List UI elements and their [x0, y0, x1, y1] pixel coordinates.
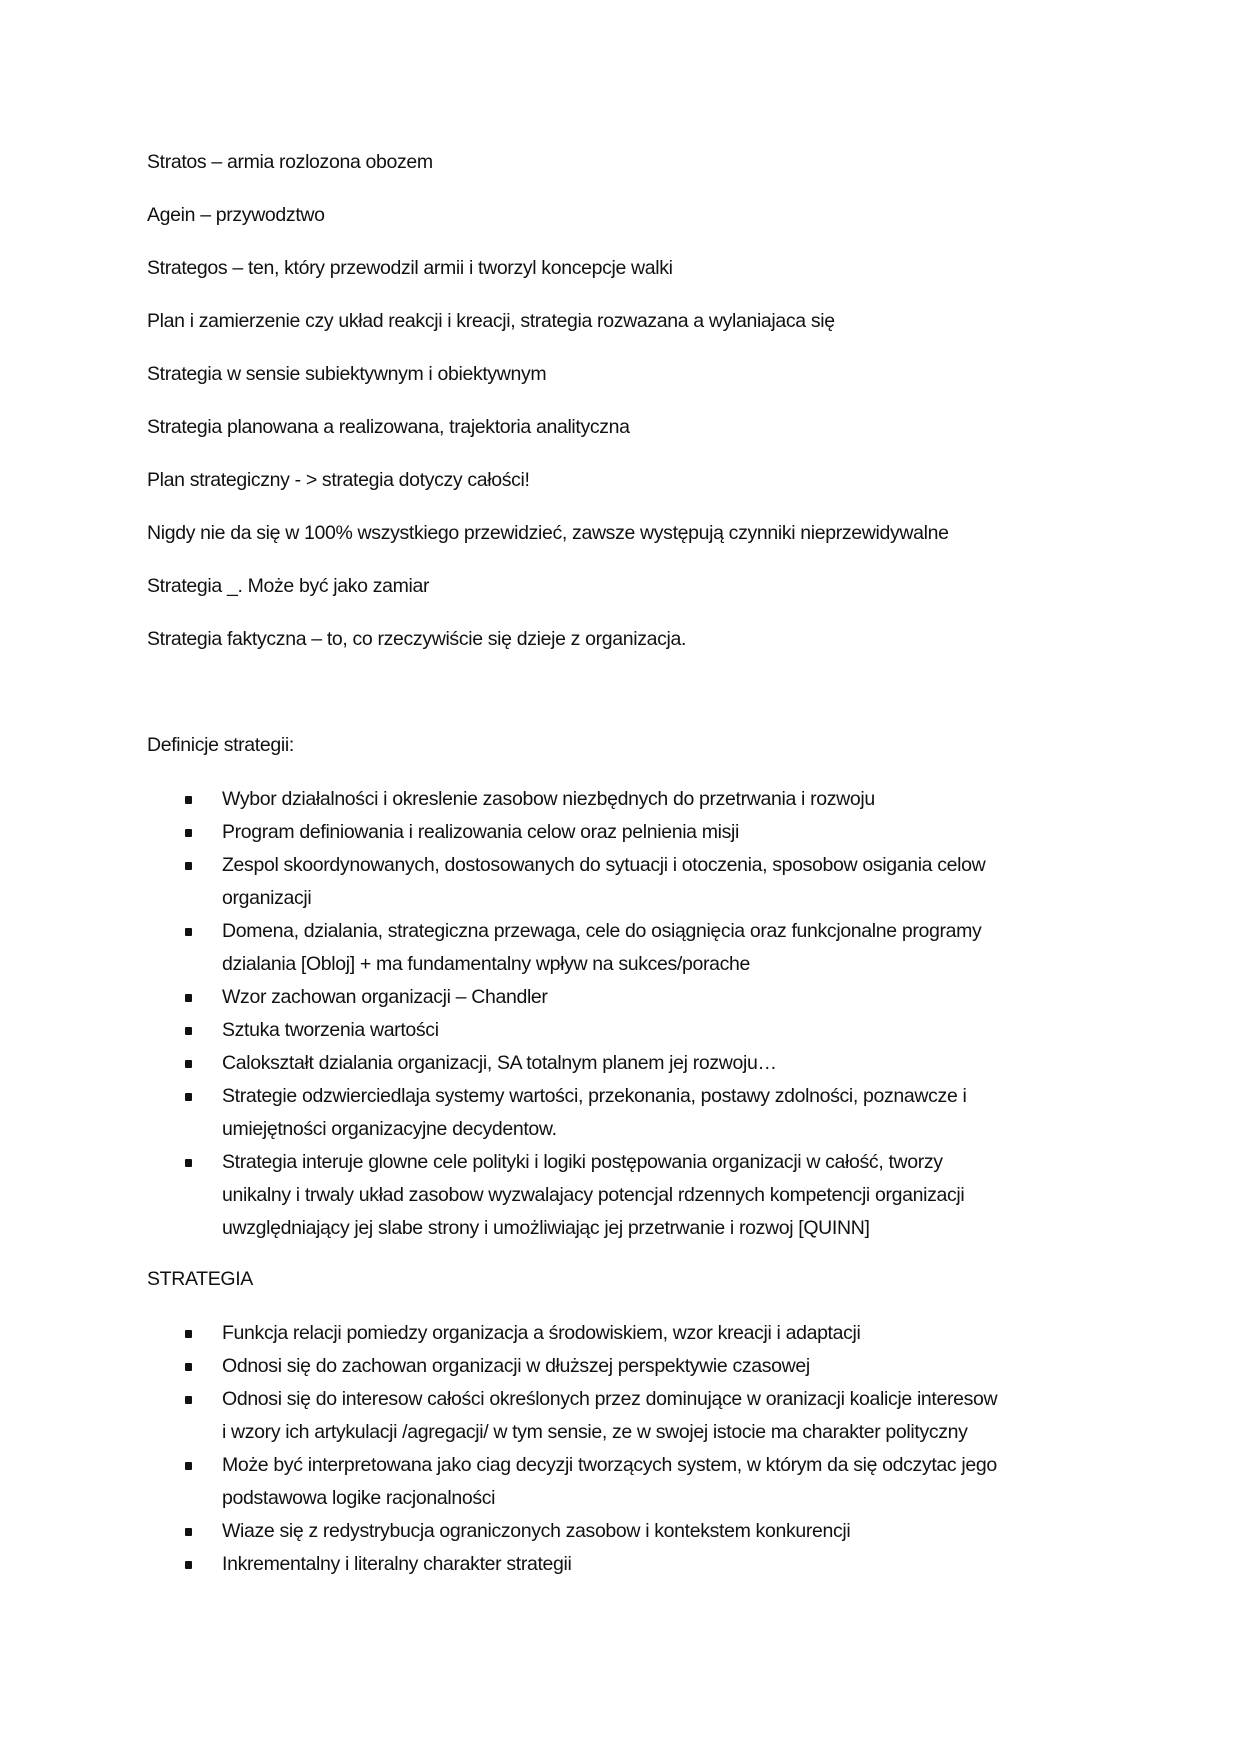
bullet-icon [185, 1330, 192, 1338]
list-item-text: Wybor działalności i okreslenie zasobow niezbędnych do przetrwania i rozwoju [222, 788, 875, 810]
list-item [147, 915, 985, 981]
list-item-text: Inkrementalny i literalny charakter strategii [222, 1553, 572, 1575]
list-item-text: organizacji [222, 887, 312, 909]
list-item-text: Wzor zachowan organizacji – Chandler [222, 986, 548, 1008]
list-item-text: umiejętności organizacyjne decydentow. [222, 1118, 557, 1140]
paragraph: Stratos – armia rozlozona obozem [147, 151, 433, 173]
list-item-text: uwzględniający jej slabe strony i umożliwiając jej przetrwanie i rozwoj [QUINN] [222, 1217, 870, 1239]
bullet-icon [185, 994, 192, 1002]
list-item-text: Sztuka tworzenia wartości [222, 1019, 439, 1041]
paragraph: Plan i zamierzenie czy układ reakcji i kreacji, strategia rozwazana a wylaniajaca się [147, 310, 835, 332]
list-item [147, 849, 985, 915]
list-item-text: Może być interpretowana jako ciag decyzji tworzących system, w którym da się odczytac jego [222, 1454, 997, 1476]
list-item [147, 1047, 985, 1080]
list-item-text: i wzory ich artykulacji /agregacji/ w tym sensie, ze w swojej istocie ma charakter polityczny [222, 1421, 968, 1443]
bullet-icon [185, 829, 192, 837]
bullet-icon [185, 1528, 192, 1536]
list-item-text: Odnosi się do zachowan organizacji w dłuższej perspektywie czasowej [222, 1355, 810, 1377]
bullet-icon [185, 1396, 192, 1404]
list-item [147, 1383, 997, 1449]
definitions-heading: Definicje strategii: [147, 734, 294, 756]
list-item-text: Funkcja relacji pomiedzy organizacja a środowiskiem, wzor kreacji i adaptacji [222, 1322, 861, 1344]
list-item-text: Program definiowania i realizowania celow oraz pelnienia misji [222, 821, 739, 843]
list-item [147, 1515, 997, 1548]
paragraph: Strategia planowana a realizowana, trajektoria analityczna [147, 416, 630, 438]
list-item [147, 1014, 985, 1047]
list-item [147, 1146, 985, 1245]
paragraph: Plan strategiczny - > strategia dotyczy całości! [147, 469, 530, 491]
list-item [147, 783, 985, 816]
list-item-text: Wiaze się z redystrybucja ograniczonych zasobow i kontekstem konkurencji [222, 1520, 851, 1542]
bullet-icon [185, 928, 192, 936]
bullet-icon [185, 862, 192, 870]
bullet-icon [185, 1060, 192, 1068]
definitions-list [147, 783, 985, 1245]
list-item [147, 1350, 997, 1383]
list-item-text: dzialania [Obloj] + ma fundamentalny wpływ na sukces/porache [222, 953, 751, 975]
list-item-text: unikalny i trwaly układ zasobow wyzwalajacy potencjal rdzennych kompetencji organizacji [222, 1184, 965, 1206]
bullet-icon [185, 1561, 192, 1569]
list-item-text: Zespol skoordynowanych, dostosowanych do sytuacji i otoczenia, sposobow osigania celow [222, 854, 986, 876]
list-item [147, 816, 985, 849]
list-item-text: Strategia interuje glowne cele polityki i logiki postępowania organizacji w całość, tworzy [222, 1151, 943, 1173]
bullet-icon [185, 1462, 192, 1470]
paragraph: Nigdy nie da się w 100% wszystkiego przewidzieć, zawsze występują czynniki nieprzewidywalne [147, 522, 949, 544]
paragraph: Agein – przywodztwo [147, 204, 325, 226]
list-item-text: Domena, dzialania, strategiczna przewaga, cele do osiągnięcia oraz funkcjonalne programy [222, 920, 982, 942]
list-item [147, 1548, 997, 1581]
list-item-text: Odnosi się do interesow całości określonych przez dominujące w oranizacji koalicje interesow [222, 1388, 998, 1410]
list-item [147, 1317, 997, 1350]
paragraph: Strategia faktyczna – to, co rzeczywiście się dzieje z organizacja. [147, 628, 687, 650]
paragraph: Strategia w sensie subiektywnym i obiektywnym [147, 363, 547, 385]
list-item-text: Calokształt dzialania organizacji, SA totalnym planem jej rozwoju… [222, 1052, 777, 1074]
bullet-icon [185, 796, 192, 804]
list-item [147, 1080, 985, 1146]
list-item [147, 981, 985, 1014]
paragraph: Strategos – ten, który przewodzil armii i tworzyl koncepcje walki [147, 257, 673, 279]
list-item-text: podstawowa logike racjonalności [222, 1487, 496, 1509]
bullet-icon [185, 1159, 192, 1167]
list-item-text: Strategie odzwierciedlaja systemy wartości, przekonania, postawy zdolności, poznawcze i [222, 1085, 967, 1107]
strategia-list [147, 1317, 997, 1581]
paragraph: Strategia _. Może być jako zamiar [147, 575, 430, 597]
list-item [147, 1449, 997, 1515]
intro-section [147, 146, 949, 676]
bullet-icon [185, 1027, 192, 1035]
bullet-icon [185, 1093, 192, 1101]
bullet-icon [185, 1363, 192, 1371]
strategia-heading: STRATEGIA [147, 1268, 253, 1290]
